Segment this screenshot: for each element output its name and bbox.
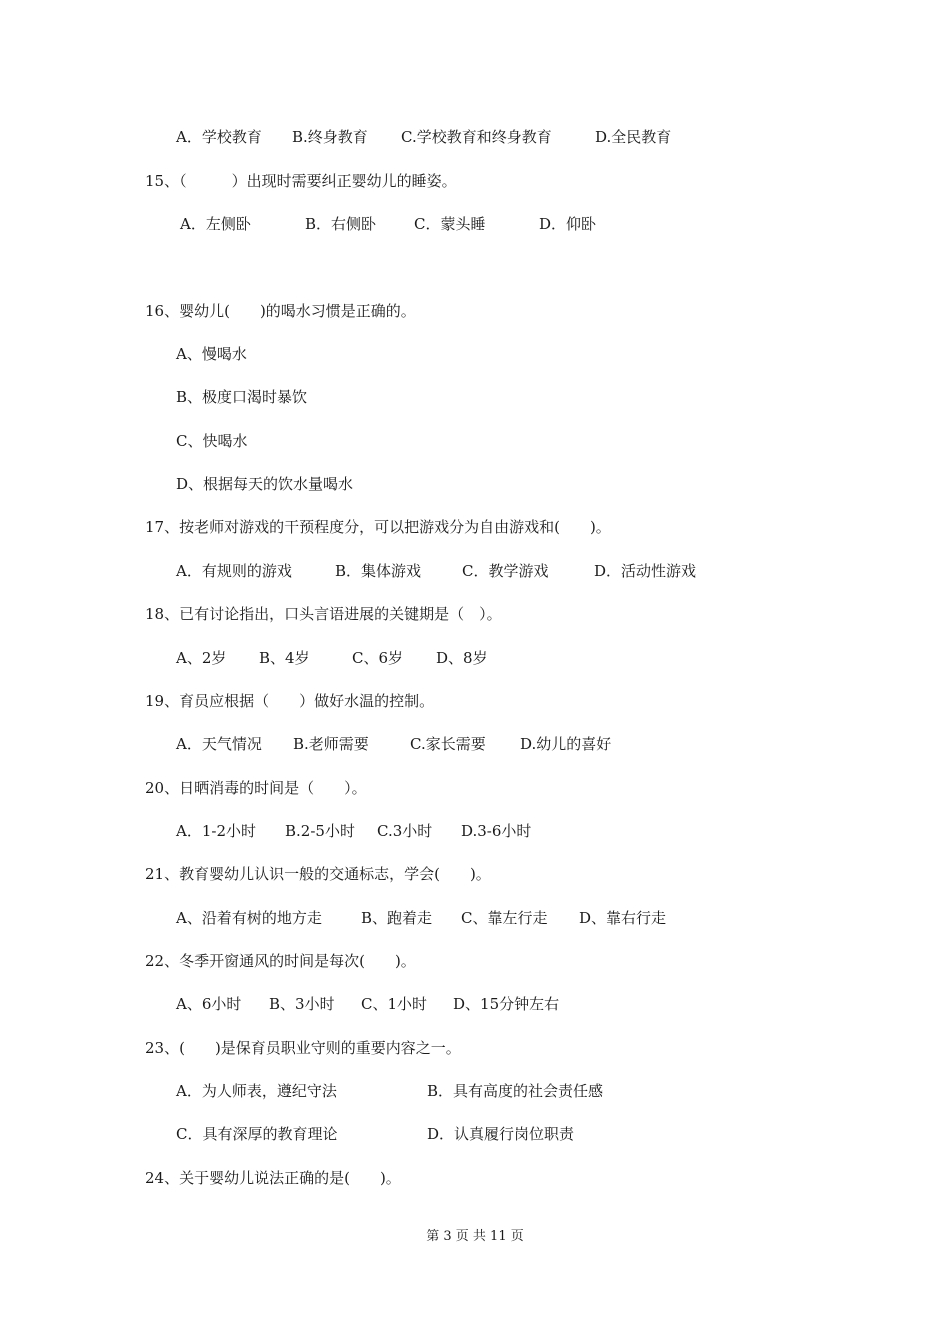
option-c: C、靠左行走 xyxy=(461,909,548,927)
option-d: D．活动性游戏 xyxy=(594,562,697,580)
option-d: D.全民教育 xyxy=(595,128,672,146)
question-15-stem: 15、（ ）出现时需要纠正婴幼儿的睡姿。 xyxy=(145,172,457,190)
option-a: A、2岁 xyxy=(176,649,227,667)
option-c: C、6岁 xyxy=(352,649,404,667)
question-16-stem: 16、婴幼儿( )的喝水习惯是正确的。 xyxy=(145,302,416,320)
option-c: C.家长需要 xyxy=(410,735,486,753)
option-d: D、靠右行走 xyxy=(579,909,667,927)
option-c: C.学校教育和终身教育 xyxy=(401,128,552,146)
option-c: C．教学游戏 xyxy=(462,562,549,580)
option-a: A．天气情况 xyxy=(176,735,262,753)
question-16-option-a: A、慢喝水 xyxy=(176,345,247,363)
option-d: D、15分钟左右 xyxy=(453,995,560,1013)
question-20-stem: 20、日晒消毒的时间是（ ）。 xyxy=(145,779,367,797)
option-d: D．认真履行岗位职责 xyxy=(427,1125,575,1143)
option-c: C．蒙头睡 xyxy=(414,215,486,233)
option-a: A、沿着有树的地方走 xyxy=(176,909,322,927)
question-22-stem: 22、冬季开窗通风的时间是每次( )。 xyxy=(145,952,416,970)
question-16-option-b: B、极度口渴时暴饮 xyxy=(176,388,308,406)
question-19-stem: 19、育员应根据（ ）做好水温的控制。 xyxy=(145,692,435,710)
question-24-stem: 24、关于婴幼儿说法正确的是( )。 xyxy=(145,1169,401,1187)
question-17-stem: 17、按老师对游戏的干预程度分，可以把游戏分为自由游戏和( )。 xyxy=(145,518,611,536)
option-a: A．左侧卧 xyxy=(180,215,251,233)
option-b: B、4岁 xyxy=(259,649,310,667)
option-b: B．右侧卧 xyxy=(305,215,377,233)
question-23-stem: 23、( )是保育员职业守则的重要内容之一。 xyxy=(145,1039,461,1057)
option-b: B、跑着走 xyxy=(361,909,433,927)
question-16-option-c: C、快喝水 xyxy=(176,432,248,450)
option-a: A．1-2小时 xyxy=(176,822,256,840)
option-b: B.2-5小时 xyxy=(285,822,355,840)
option-a: A、6小时 xyxy=(176,995,242,1013)
option-b: B、3小时 xyxy=(269,995,335,1013)
option-b: B.老师需要 xyxy=(293,735,369,753)
option-a: A．为人师表，遵纪守法 xyxy=(176,1082,337,1100)
option-d: D.3-6小时 xyxy=(461,822,532,840)
page-number: 第 3 页 共 11 页 xyxy=(426,1229,524,1244)
option-d: D、8岁 xyxy=(436,649,488,667)
option-b: B．集体游戏 xyxy=(335,562,422,580)
option-a: A．学校教育 xyxy=(176,128,262,146)
option-a: A．有规则的游戏 xyxy=(176,562,292,580)
option-d: D.幼儿的喜好 xyxy=(520,735,612,753)
option-b: B.终身教育 xyxy=(292,128,368,146)
question-18-stem: 18、已有讨论指出，口头言语进展的关键期是（ ）。 xyxy=(145,605,502,623)
question-21-stem: 21、教育婴幼儿认识一般的交通标志，学会( )。 xyxy=(145,865,491,883)
option-d: D．仰卧 xyxy=(539,215,597,233)
option-c: C.3小时 xyxy=(377,822,433,840)
option-c: C、1小时 xyxy=(361,995,428,1013)
option-b: B．具有高度的社会责任感 xyxy=(427,1082,604,1100)
question-16-option-d: D、根据每天的饮水量喝水 xyxy=(176,475,354,493)
option-c: C．具有深厚的教育理论 xyxy=(176,1125,338,1143)
